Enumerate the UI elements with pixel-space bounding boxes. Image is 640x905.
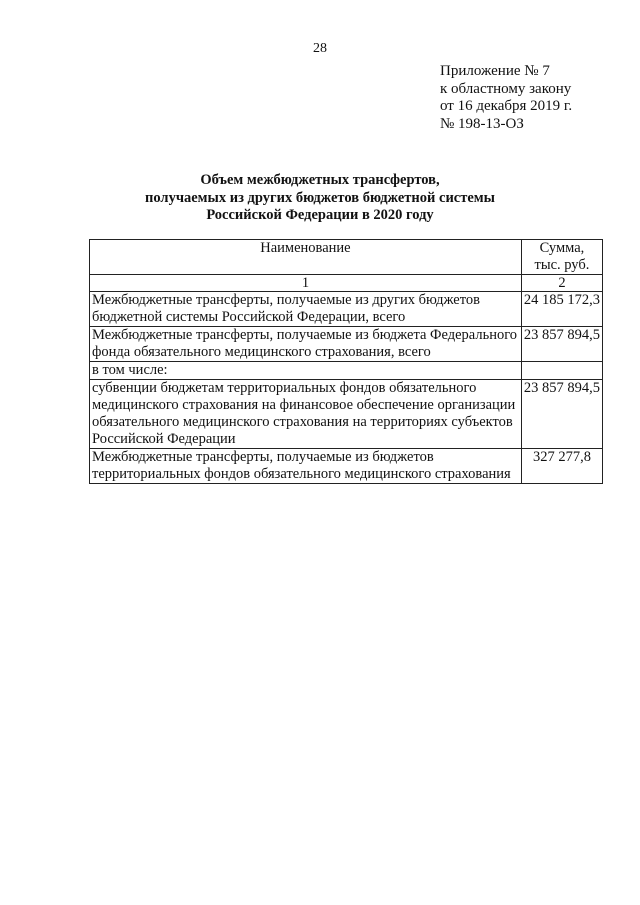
column-number-1: 1 (90, 275, 522, 292)
appendix-number: Приложение № 7 (440, 63, 550, 79)
transfers-table (89, 239, 603, 484)
header-sum (521, 240, 602, 275)
row-sum (521, 362, 602, 380)
table-row (90, 449, 603, 484)
appendix-date: от 16 декабря 2019 г. (440, 98, 573, 114)
row-name: в том числе: (90, 362, 522, 380)
column-number-row (90, 275, 603, 292)
appendix-law-number: № 198-13-ОЗ (440, 115, 524, 132)
row-sum: 23 857 894,5 (521, 327, 602, 362)
row-name: Межбюджетные трансферты, получаемые из бюджета Федерального фонда обязательного медицинского страхования, всего (90, 327, 522, 362)
row-sum: 327 277,8 (521, 449, 602, 484)
table-row (90, 292, 603, 327)
document-title (0, 172, 640, 225)
title-line-3: Российской Федерации в 2020 году (206, 207, 434, 223)
row-sum: 24 185 172,3 (521, 292, 602, 327)
table-row (90, 380, 603, 449)
table-header-row (90, 240, 603, 275)
row-name: Межбюджетные трансферты, получаемые из бюджетов территориальных фондов обязательного медицинского страхования (90, 449, 522, 484)
page-number: 28 (313, 41, 327, 56)
header-sum-line-2: тыс. руб. (534, 257, 590, 273)
row-name: субвенции бюджетам территориальных фондов обязательного медицинского страхования на финансовое обеспечение организации обязательного медицинского страхования на территориях субъектов Российской Федерации (90, 380, 522, 449)
table-row (90, 327, 603, 362)
appendix-reference (440, 63, 572, 133)
title-line-2: получаемых из других бюджетов бюджетной системы (145, 189, 495, 206)
column-number-2: 2 (521, 275, 602, 292)
appendix-law-type: к областному закону (440, 80, 572, 97)
row-sum: 23 857 894,5 (521, 380, 602, 449)
header-name: Наименование (90, 240, 522, 275)
row-name: Межбюджетные трансферты, получаемые из других бюджетов бюджетной системы Российской Федерации, всего (90, 292, 522, 327)
table-row (90, 362, 603, 380)
title-line-1: Объем межбюджетных трансфертов, (200, 172, 440, 188)
header-sum-line-1: Сумма, (539, 240, 585, 256)
